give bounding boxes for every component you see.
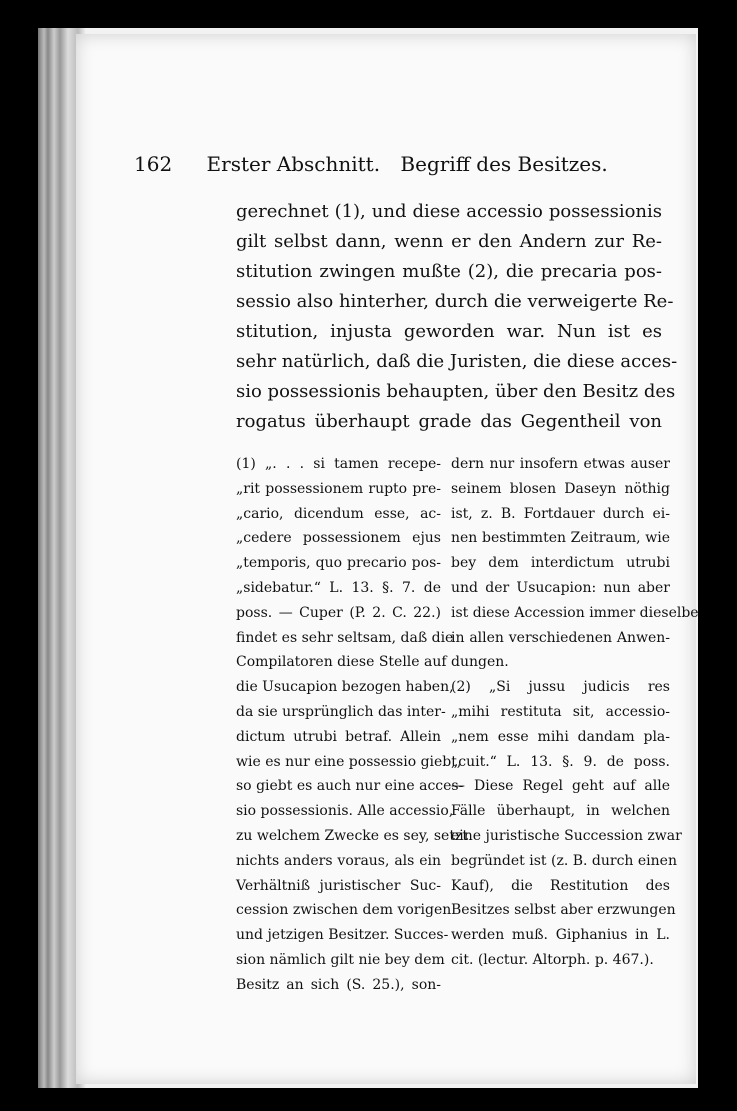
footnote-line: dungen. [451,654,509,671]
text-line: sessio also hinterher, durch die verweigerte Re- [236,291,674,312]
footnote-line: zu welchem Zwecke es sey, setzt [236,827,468,844]
footnote-line: dern nur insofern etwas auser [451,456,670,472]
text-line: gilt selbst dann, wenn er den Andern zur Re- [236,231,662,252]
footnote-line: bey dem interdictum utrubi [451,555,670,572]
footnote-line: seinem blosen Daseyn nöthig [451,480,670,497]
footnote-line: eine juristische Succession zwar [451,827,682,844]
footnote-line: nen bestimmten Zeitraum, wie [451,530,670,547]
chapter-title: Begriff des Besitzes. [400,152,608,176]
footnote-line: „cedere possessionem ejus [236,530,441,547]
footnotes-right-column [451,452,699,973]
footnote-line: Besitzes selbst aber erzwungen [451,902,676,919]
footnote-line: „nem esse mihi dandam pla- [451,728,670,745]
text-line: gerechnet (1), und diese accessio possessionis [236,201,662,222]
footnote-line: cit. (lectur. Altorph. p. 467.). [451,951,654,968]
footnote-line: dictum utrubi betraf. Allein [236,728,441,745]
footnote-line: nichts anders voraus, als ein [236,852,441,869]
footnote-line: da sie ursprünglich das inter- [236,703,446,720]
footnote-line: ist, z. B. Fortdauer durch ei- [451,505,670,522]
footnote-line: begründet ist (z. B. durch einen [451,852,677,869]
footnote-separator [236,443,662,444]
footnote-line: Fälle überhaupt, in welchen [451,803,670,820]
footnote-line: wie es nur eine possessio giebt, [236,753,462,770]
text-line: rogatus überhaupt grade das Gegentheil von [236,411,662,432]
footnote-line: — Diese Regel geht auf alle [451,778,670,795]
footnote-line: „sidebatur.“ L. 13. §. 7. de [236,579,441,596]
section-title: Erster Abschnitt. [206,152,381,176]
footnote-line: cession zwischen dem vorigen [236,902,452,919]
text-line: stitution, injusta geworden war. Nun ist es [236,321,662,342]
footnote-line: ist diese Accession immer dieselbe [451,604,699,621]
footnote-line: Compilatoren diese Stelle auf [236,654,447,671]
footnote-line: „rit possessionem rupto pre- [236,480,441,497]
footnote-line: und jetzigen Besitzer. Succes- [236,927,449,944]
footnote-line: Kauf), die Restitution des [451,877,670,894]
running-header [134,150,654,178]
footnote-line: und der Usucapion: nun aber [451,579,670,596]
footnote-line: (2) „Si jussu judicis res [451,679,670,696]
footnote-line: sion nämlich gilt nie bey dem [236,951,445,968]
footnote-line: sio possessionis. Alle accessio, [236,803,454,820]
footnote-line: Verhältniß juristischer Suc- [236,877,441,894]
footnote-line: „cuit.“ L. 13. §. 9. de poss. [451,753,670,770]
footnote-line: „cario, dicendum esse, ac- [236,505,441,522]
footnote-line: in allen verschiedenen Anwen- [451,629,670,646]
main-text [236,197,678,437]
footnote-line: poss. — Cuper (P. 2. C. 22.) [236,604,441,621]
footnote-line: Besitz an sich (S. 25.), son- [236,976,441,993]
footnote-line: „temporis, quo precario pos- [236,555,441,572]
text-line: stitution zwingen mußte (2), die precaria pos- [236,261,662,282]
footnote-line: werden muß. Giphanius in L. [451,927,670,944]
footnote-line: „mihi restituta sit, accessio- [451,703,670,720]
footnote-line: die Usucapion bezogen haben, [236,679,454,696]
text-line: sio possessionis behaupten, über den Besitz des [236,381,676,402]
footnote-line: so giebt es auch nur eine acces- [236,778,464,795]
page-number: 162 [134,152,173,176]
footnote-line: findet es sehr seltsam, daß die [236,629,454,646]
footnotes-left-column [236,452,468,998]
text-line: sehr natürlich, daß die Juristen, die diese acces- [236,351,678,372]
footnote-line: (1) „. . . si tamen recepe- [236,456,441,472]
